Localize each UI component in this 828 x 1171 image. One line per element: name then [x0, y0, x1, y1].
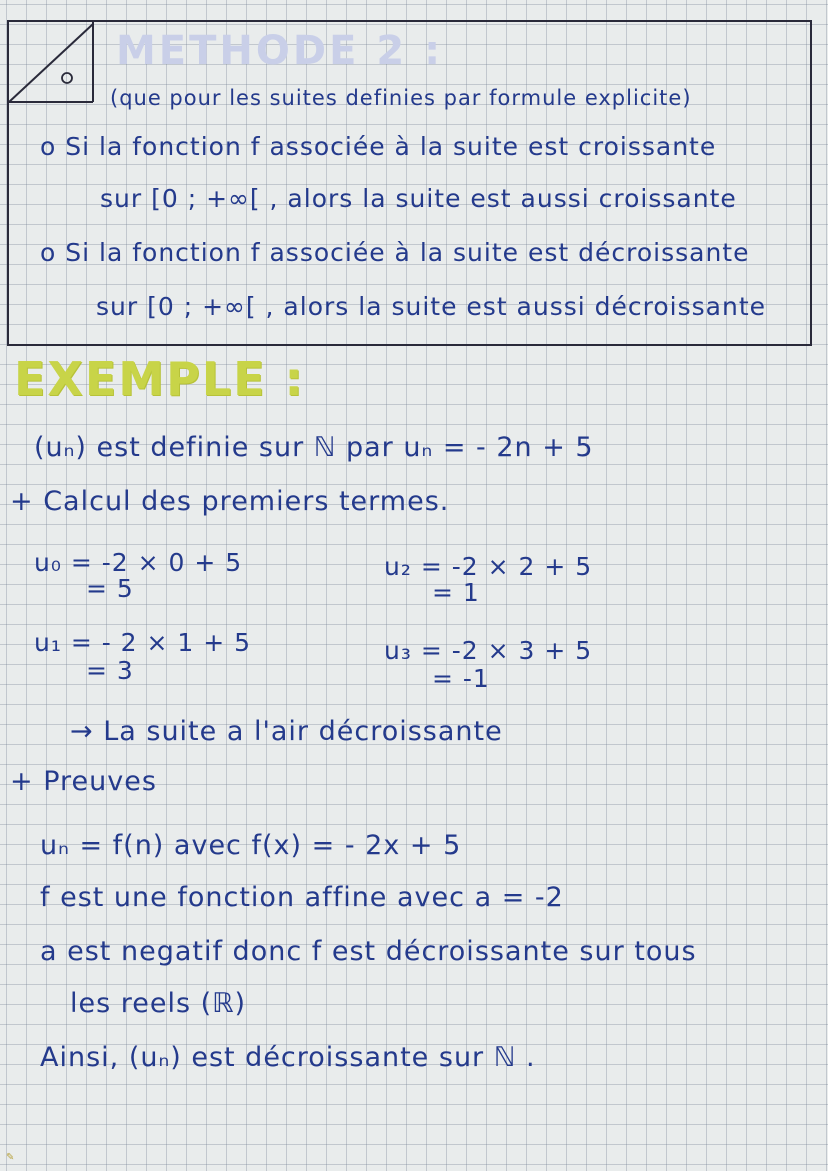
proof-line3: a est negatif donc f est décroissante sur tous [40, 936, 697, 967]
u1-line2: = 3 [86, 656, 134, 685]
proofs-heading: + Preuves [10, 766, 157, 797]
u2-line1: u₂ = -2 × 2 + 5 [384, 552, 593, 581]
proof-line2: f est une fonction affine avec a = -2 [40, 882, 564, 913]
method-title: METHODE 2 : [116, 28, 444, 74]
u1-line1: u₁ = - 2 × 1 + 5 [34, 628, 252, 657]
u2-line2: = 1 [432, 578, 480, 607]
calc-heading: + Calcul des premiers termes. [10, 486, 450, 517]
example-title: EXEMPLE : [14, 352, 305, 406]
rule2-line2: sur [0 ; +∞[ , alors la suite est aussi décroissante [96, 292, 767, 321]
proof-line4: les reels (ℝ) [70, 988, 247, 1019]
u3-line1: u₃ = -2 × 3 + 5 [384, 636, 593, 665]
u3-line2: = -1 [432, 664, 490, 693]
example-definition: (uₙ) est definie sur ℕ par uₙ = - 2n + 5 [34, 432, 594, 463]
rule1-line2: sur [0 ; +∞[ , alors la suite est aussi croissante [100, 184, 737, 213]
corner-fold-icon [9, 22, 95, 104]
rule1-line1: o Si la fonction f associée à la suite est croissante [40, 132, 717, 161]
proof-line1: uₙ = f(n) avec f(x) = - 2x + 5 [40, 830, 462, 861]
final-conclusion: Ainsi, (uₙ) est décroissante sur ℕ . [40, 1042, 536, 1073]
rule2-line1: o Si la fonction f associée à la suite est décroissante [40, 238, 750, 267]
u0-line1: u₀ = -2 × 0 + 5 [34, 548, 243, 577]
method-subtitle: (que pour les suites definies par formule explicite) [110, 86, 692, 110]
u0-line2: = 5 [86, 574, 134, 603]
corner-mark: ✎ [6, 1152, 15, 1163]
example-conclusion: → La suite a l'air décroissante [70, 716, 503, 747]
